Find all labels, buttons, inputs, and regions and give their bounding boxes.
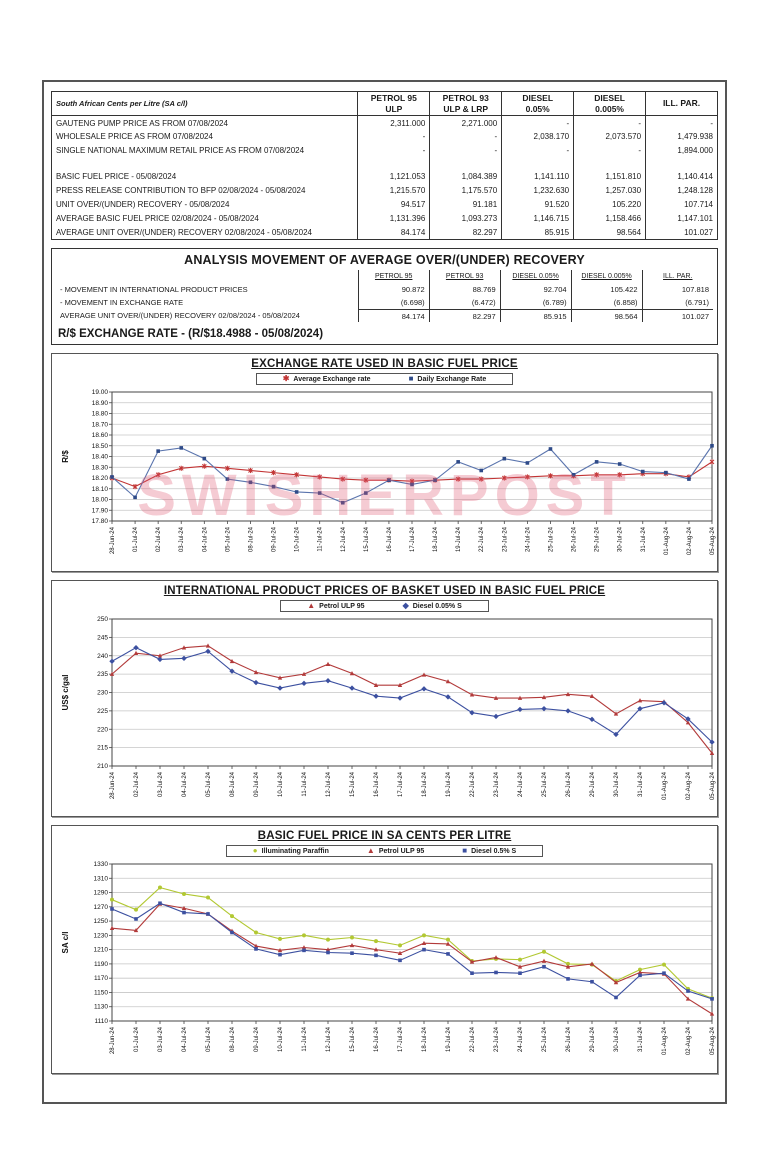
svg-text:18.20: 18.20: [91, 475, 108, 483]
svg-text:18-Jul-24: 18-Jul-24: [422, 1027, 428, 1053]
svg-text:10-Jul-24: 10-Jul-24: [294, 527, 301, 553]
svg-text:1270: 1270: [93, 904, 108, 912]
chart-plot: [56, 859, 724, 1067]
price-table-cell: 1,131.396: [358, 212, 430, 226]
legend-item: [307, 602, 364, 610]
price-table-cell: -: [646, 116, 718, 130]
price-table-cell: -: [502, 116, 574, 130]
svg-text:18.30: 18.30: [91, 464, 108, 472]
price-table-cell: -: [574, 116, 646, 130]
analysis-cell: (6.789): [500, 296, 571, 309]
svg-text:210: 210: [97, 763, 108, 771]
analysis-cell: 84.174: [358, 309, 429, 322]
price-table-row: [52, 116, 718, 130]
price-table-cell: -: [502, 144, 574, 158]
price-table-cell: 1,158.466: [574, 212, 646, 226]
price-table-cell: -: [358, 130, 430, 144]
svg-text:19-Jul-24: 19-Jul-24: [456, 527, 463, 553]
price-table-cell: 1,121.053: [358, 170, 430, 184]
legend-label: Diesel 0.05% S: [412, 602, 462, 610]
chart-3-box: [51, 825, 718, 1074]
price-table-cell: 1,215.570: [358, 184, 430, 198]
analysis-cell: (6.698): [358, 296, 429, 309]
svg-text:05-Aug-24: 05-Aug-24: [710, 772, 716, 801]
svg-text:215: 215: [97, 744, 108, 752]
price-table-row-label: PRESS RELEASE CONTRIBUTION TO BFP 02/08/2024 - 05/08/2024: [56, 186, 306, 196]
svg-text:18.60: 18.60: [91, 432, 108, 440]
price-table-cell: 1,175.570: [430, 184, 502, 198]
price-table-cell: [646, 158, 718, 170]
svg-text:16-Jul-24: 16-Jul-24: [374, 772, 380, 798]
price-table-cell: 1,232.630: [502, 184, 574, 198]
svg-text:09-Jul-24: 09-Jul-24: [254, 1027, 260, 1053]
svg-text:08-Jul-24: 08-Jul-24: [248, 527, 255, 553]
svg-text:17-Jul-24: 17-Jul-24: [398, 772, 404, 798]
price-table-row-label: GAUTENG PUMP PRICE AS FROM 07/08/2024: [56, 118, 228, 128]
svg-text:08-Jul-24: 08-Jul-24: [230, 772, 236, 798]
svg-text:235: 235: [97, 671, 108, 679]
price-table-row-label: AVERAGE UNIT OVER/(UNDER) RECOVERY 02/08/2024 - 05/08/2024: [56, 228, 312, 237]
analysis-cell: 90.872: [358, 283, 429, 296]
svg-text:19.00: 19.00: [91, 389, 108, 397]
legend-label: Illuminating Paraffin: [261, 847, 329, 855]
svg-text:15-Jul-24: 15-Jul-24: [350, 1027, 356, 1053]
legend-item: [283, 375, 371, 383]
legend-marker-icon: ◆: [402, 601, 409, 611]
analysis-table: [56, 270, 713, 322]
svg-text:25-Jul-24: 25-Jul-24: [542, 1027, 548, 1053]
analysis-table-header: [56, 270, 713, 283]
svg-text:15-Jul-24: 15-Jul-24: [363, 527, 370, 553]
analysis-column-header: PETROL 93: [429, 270, 500, 283]
svg-text:15-Jul-24: 15-Jul-24: [350, 772, 356, 798]
price-table-cell: 105.220: [574, 198, 646, 212]
svg-text:1190: 1190: [94, 961, 108, 969]
svg-text:1250: 1250: [93, 918, 108, 926]
legend-marker-icon: ■: [462, 846, 468, 856]
legend-marker-icon: ▲: [307, 601, 316, 611]
svg-text:1170: 1170: [94, 975, 108, 983]
price-table-cell: 1,141.110: [502, 170, 574, 184]
analysis-box: [51, 248, 718, 345]
svg-text:01-Aug-24: 01-Aug-24: [663, 527, 670, 556]
svg-text:28-Jun-24: 28-Jun-24: [110, 527, 116, 555]
price-table-cell: 98.564: [574, 226, 646, 240]
price-table-row-label: SINGLE NATIONAL MAXIMUM RETAIL PRICE AS FROM 07/08/2024: [56, 146, 305, 156]
price-table-row-label: AVERAGE BASIC FUEL PRICE 02/08/2024 - 05/08/2024: [56, 214, 259, 224]
svg-text:220: 220: [97, 726, 108, 734]
chart-title: EXCHANGE RATE USED IN BASIC FUEL PRICE: [251, 358, 518, 371]
price-table-cell: 84.174: [358, 226, 430, 240]
legend-marker-icon: ✱: [282, 374, 290, 384]
legend-marker-icon: ●: [252, 846, 258, 856]
price-table-cell: [502, 158, 574, 170]
price-table-cell: 101.027: [646, 226, 718, 240]
legend-label: Average Exchange rate: [293, 375, 371, 383]
analysis-cell: 107.818: [642, 283, 713, 296]
svg-text:04-Jul-24: 04-Jul-24: [202, 527, 209, 553]
price-table-cell: -: [430, 144, 502, 158]
svg-text:01-Aug-24: 01-Aug-24: [662, 1027, 668, 1056]
svg-text:16-Jul-24: 16-Jul-24: [374, 1027, 380, 1053]
chart-legend: [56, 845, 713, 857]
svg-text:05-Jul-24: 05-Jul-24: [206, 772, 212, 798]
svg-text:05-Aug-24: 05-Aug-24: [710, 1027, 716, 1056]
chart-plot: [56, 614, 724, 810]
svg-text:18.80: 18.80: [91, 410, 108, 418]
svg-text:245: 245: [97, 634, 108, 642]
svg-text:17-Jul-24: 17-Jul-24: [398, 1027, 404, 1053]
svg-text:28-Jun-24: 28-Jun-24: [110, 772, 116, 800]
price-table-row-label: [52, 158, 358, 170]
svg-text:23-Jul-24: 23-Jul-24: [494, 1027, 500, 1053]
price-table-cell: 91.520: [502, 198, 574, 212]
price-table-row: [52, 198, 718, 212]
svg-text:12-Jul-24: 12-Jul-24: [340, 527, 347, 553]
price-table-cell: 1,894.000: [646, 144, 718, 158]
price-table-corner-label: South African Cents per Litre (SA c/l): [52, 92, 358, 116]
svg-text:02-Jul-24: 02-Jul-24: [156, 527, 163, 553]
analysis-row-label: - MOVEMENT IN EXCHANGE RATE: [60, 298, 184, 308]
svg-text:17-Jul-24: 17-Jul-24: [410, 527, 416, 553]
svg-text:03-Jul-24: 03-Jul-24: [158, 1027, 164, 1053]
svg-text:31-Jul-24: 31-Jul-24: [638, 772, 644, 798]
watermark: SWISHERPOST: [137, 463, 632, 529]
svg-text:11-Jul-24: 11-Jul-24: [302, 772, 308, 797]
price-table-cell: 107.714: [646, 198, 718, 212]
svg-text:240: 240: [97, 653, 108, 660]
price-table-cell: 1,084.389: [430, 170, 502, 184]
price-table-cell: 91.181: [430, 198, 502, 212]
price-table-cell: 2,038.170: [502, 130, 574, 144]
price-table-cell: [430, 158, 502, 170]
legend-item: [462, 847, 516, 855]
svg-text:26-Jul-24: 26-Jul-24: [566, 772, 572, 798]
svg-text:22-Jul-24: 22-Jul-24: [470, 1027, 476, 1053]
price-table-row: [52, 212, 718, 226]
price-table-cell: -: [358, 144, 430, 158]
svg-text:18.70: 18.70: [91, 421, 108, 429]
svg-text:18-Jul-24: 18-Jul-24: [433, 527, 440, 553]
chart-legend: [56, 600, 713, 612]
svg-text:17.90: 17.90: [91, 507, 108, 515]
chart-title: INTERNATIONAL PRODUCT PRICES OF BASKET USED IN BASIC FUEL PRICE: [163, 585, 606, 598]
svg-text:25-Jul-24: 25-Jul-24: [542, 772, 548, 798]
svg-text:24-Jul-24: 24-Jul-24: [518, 1027, 524, 1053]
price-table-row: [52, 184, 718, 198]
svg-text:23-Jul-24: 23-Jul-24: [494, 772, 500, 798]
price-table-column-header: DIESEL 0.005%: [574, 92, 646, 116]
svg-text:26-Jul-24: 26-Jul-24: [566, 1027, 572, 1053]
svg-text:18-Jul-24: 18-Jul-24: [422, 772, 428, 798]
svg-text:03-Jul-24: 03-Jul-24: [158, 772, 164, 798]
analysis-table-row: [56, 296, 713, 309]
price-table-cell: [574, 158, 646, 170]
svg-text:1310: 1310: [93, 875, 108, 883]
price-table-cell: 1,093.273: [430, 212, 502, 226]
legend-marker-icon: ▲: [366, 846, 375, 856]
price-table-cell: 1,147.101: [646, 212, 718, 226]
price-table: [51, 91, 718, 240]
price-table-row: [52, 226, 718, 240]
svg-text:02-Aug-24: 02-Aug-24: [686, 772, 692, 801]
svg-text:05-Jul-24: 05-Jul-24: [206, 1027, 212, 1053]
charts-area: [51, 353, 718, 1074]
price-table-cell: 85.915: [502, 226, 574, 240]
svg-text:US$ c/gal: US$ c/gal: [61, 674, 70, 711]
svg-text:18.40: 18.40: [91, 453, 108, 461]
legend-item: [367, 847, 424, 855]
analysis-row-label: AVERAGE UNIT OVER/(UNDER) RECOVERY 02/08/2024 - 05/08/2024: [60, 311, 300, 321]
price-table-cell: [358, 158, 430, 170]
price-table-column-header: PETROL 95 ULP: [358, 92, 430, 116]
chart-title: BASIC FUEL PRICE IN SA CENTS PER LITRE: [257, 830, 512, 843]
svg-text:03-Jul-24: 03-Jul-24: [179, 527, 186, 553]
chart-1-box: [51, 353, 718, 572]
svg-text:04-Jul-24: 04-Jul-24: [182, 1027, 188, 1053]
analysis-table-row: [56, 283, 713, 296]
svg-text:08-Jul-24: 08-Jul-24: [230, 1027, 236, 1053]
svg-text:02-Aug-24: 02-Aug-24: [686, 1027, 692, 1056]
svg-text:18.50: 18.50: [91, 443, 108, 450]
svg-text:09-Jul-24: 09-Jul-24: [254, 772, 260, 798]
legend-label: Petrol ULP 95: [319, 602, 365, 610]
analysis-cell: 88.769: [429, 283, 500, 296]
svg-text:1290: 1290: [93, 889, 108, 897]
legend-item: [409, 375, 487, 383]
report-sheet: [42, 80, 727, 1104]
svg-text:12-Jul-24: 12-Jul-24: [326, 1027, 332, 1053]
analysis-table-row: [56, 309, 713, 322]
svg-text:1150: 1150: [94, 989, 108, 997]
exchange-rate-note: R/$ EXCHANGE RATE - (R/$18.4988 - 05/08/2024): [58, 328, 324, 341]
price-table-cell: 94.517: [358, 198, 430, 212]
svg-text:24-Jul-24: 24-Jul-24: [518, 772, 524, 798]
svg-text:225: 225: [97, 708, 108, 716]
analysis-column-header: DIESEL 0.05%: [500, 270, 571, 283]
svg-text:26-Jul-24: 26-Jul-24: [571, 527, 578, 553]
svg-text:02-Jul-24: 02-Jul-24: [134, 772, 140, 798]
svg-text:230: 230: [97, 689, 108, 697]
legend-item: [253, 847, 329, 855]
price-table-row: [52, 144, 718, 158]
chart-plot: [56, 387, 724, 565]
svg-text:01-Jul-24: 01-Jul-24: [134, 1027, 140, 1053]
svg-text:31-Jul-24: 31-Jul-24: [638, 1027, 644, 1053]
svg-text:05-Jul-24: 05-Jul-24: [225, 527, 232, 553]
svg-text:22-Jul-24: 22-Jul-24: [479, 527, 486, 553]
svg-text:02-Aug-24: 02-Aug-24: [686, 527, 693, 556]
svg-text:1110: 1110: [94, 1018, 108, 1026]
price-table-cell: 2,311.000: [358, 116, 430, 130]
analysis-cell: (6.472): [429, 296, 500, 309]
svg-text:01-Jul-24: 01-Jul-24: [133, 527, 140, 553]
svg-text:SA c/l: SA c/l: [61, 931, 70, 954]
svg-text:05-Aug-24: 05-Aug-24: [710, 527, 716, 556]
analysis-column-header: ILL. PAR.: [642, 270, 713, 283]
analysis-cell: 82.297: [429, 309, 500, 322]
chart-2-box: [51, 580, 718, 817]
price-table-cell: 1,248.128: [646, 184, 718, 198]
svg-text:10-Jul-24: 10-Jul-24: [278, 1027, 284, 1053]
analysis-column-header: PETROL 95: [358, 270, 429, 283]
price-table-row-label: UNIT OVER/(UNDER) RECOVERY - 05/08/2024: [56, 200, 230, 210]
price-table-cell: 1,479.938: [646, 130, 718, 144]
svg-text:18.10: 18.10: [91, 486, 108, 493]
svg-text:30-Jul-24: 30-Jul-24: [614, 1027, 620, 1053]
svg-text:29-Jul-24: 29-Jul-24: [590, 1027, 596, 1053]
svg-text:18.90: 18.90: [91, 400, 108, 407]
analysis-title: ANALYSIS MOVEMENT OF AVERAGE OVER/(UNDER) RECOVERY: [184, 253, 585, 268]
svg-text:04-Jul-24: 04-Jul-24: [182, 772, 188, 798]
analysis-row-label: - MOVEMENT IN INTERNATIONAL PRODUCT PRICES: [60, 285, 248, 295]
price-table-cell: -: [430, 130, 502, 144]
svg-text:22-Jul-24: 22-Jul-24: [470, 772, 476, 798]
svg-text:1210: 1210: [93, 946, 108, 954]
svg-text:30-Jul-24: 30-Jul-24: [617, 527, 624, 553]
price-table-cell: 1,257.030: [574, 184, 646, 198]
svg-text:24-Jul-24: 24-Jul-24: [525, 527, 532, 553]
analysis-cell: 98.564: [571, 309, 642, 322]
price-table-row-label: BASIC FUEL PRICE - 05/08/2024: [56, 172, 177, 182]
analysis-cell: 105.422: [571, 283, 642, 296]
legend-label: Diesel 0.5% S: [471, 847, 517, 855]
svg-text:11-Jul-24: 11-Jul-24: [302, 1027, 308, 1052]
price-table-column-header: ILL. PAR.: [646, 92, 718, 116]
svg-text:01-Aug-24: 01-Aug-24: [662, 772, 668, 801]
price-table-row: [52, 130, 718, 144]
svg-text:29-Jul-24: 29-Jul-24: [594, 527, 601, 553]
svg-text:30-Jul-24: 30-Jul-24: [614, 772, 620, 798]
price-table-cell: 82.297: [430, 226, 502, 240]
price-table-column-header: PETROL 93 ULP & LRP: [430, 92, 502, 116]
price-table-cell: 1,146.715: [502, 212, 574, 226]
analysis-cell: 85.915: [500, 309, 571, 322]
svg-text:28-Jun-24: 28-Jun-24: [110, 1027, 116, 1055]
legend-label: Daily Exchange Rate: [417, 375, 487, 383]
legend-marker-icon: ■: [408, 374, 414, 384]
svg-text:R/$: R/$: [61, 450, 70, 463]
svg-text:1330: 1330: [93, 861, 108, 869]
analysis-cell: (6.858): [571, 296, 642, 309]
svg-text:09-Jul-24: 09-Jul-24: [271, 527, 278, 553]
svg-text:250: 250: [97, 616, 108, 624]
price-table-cell: 2,073.570: [574, 130, 646, 144]
analysis-cell: 101.027: [642, 309, 713, 322]
legend-item: [403, 602, 462, 610]
legend-label: Petrol ULP 95: [378, 847, 425, 855]
svg-text:25-Jul-24: 25-Jul-24: [548, 527, 555, 553]
analysis-cell: 92.704: [500, 283, 571, 296]
price-table-column-header: DIESEL 0.05%: [502, 92, 574, 116]
svg-text:18.00: 18.00: [91, 496, 108, 504]
price-table-row-label: WHOLESALE PRICE AS FROM 07/08/2024: [56, 132, 213, 142]
price-table-cell: 1,140.414: [646, 170, 718, 184]
price-table-cell: 2,271.000: [430, 116, 502, 130]
svg-text:12-Jul-24: 12-Jul-24: [326, 772, 332, 798]
svg-text:10-Jul-24: 10-Jul-24: [278, 772, 284, 798]
price-table-row: [52, 170, 718, 184]
price-table-row: [52, 158, 718, 170]
analysis-column-header: DIESEL 0.005%: [571, 270, 642, 283]
price-table-header: [52, 92, 718, 116]
svg-text:19-Jul-24: 19-Jul-24: [446, 1027, 452, 1053]
svg-text:1230: 1230: [93, 932, 108, 940]
price-table-cell: 1,151.810: [574, 170, 646, 184]
svg-text:1130: 1130: [94, 1003, 108, 1011]
svg-text:16-Jul-24: 16-Jul-24: [386, 527, 393, 553]
svg-text:19-Jul-24: 19-Jul-24: [446, 772, 452, 798]
svg-text:31-Jul-24: 31-Jul-24: [640, 527, 647, 553]
price-table-cell: -: [574, 144, 646, 158]
svg-text:11-Jul-24: 11-Jul-24: [317, 527, 324, 552]
chart-legend: [56, 373, 713, 385]
svg-text:17.80: 17.80: [91, 518, 108, 526]
svg-text:29-Jul-24: 29-Jul-24: [590, 772, 596, 798]
svg-text:23-Jul-24: 23-Jul-24: [502, 527, 509, 553]
analysis-cell: (6.791): [642, 296, 713, 309]
